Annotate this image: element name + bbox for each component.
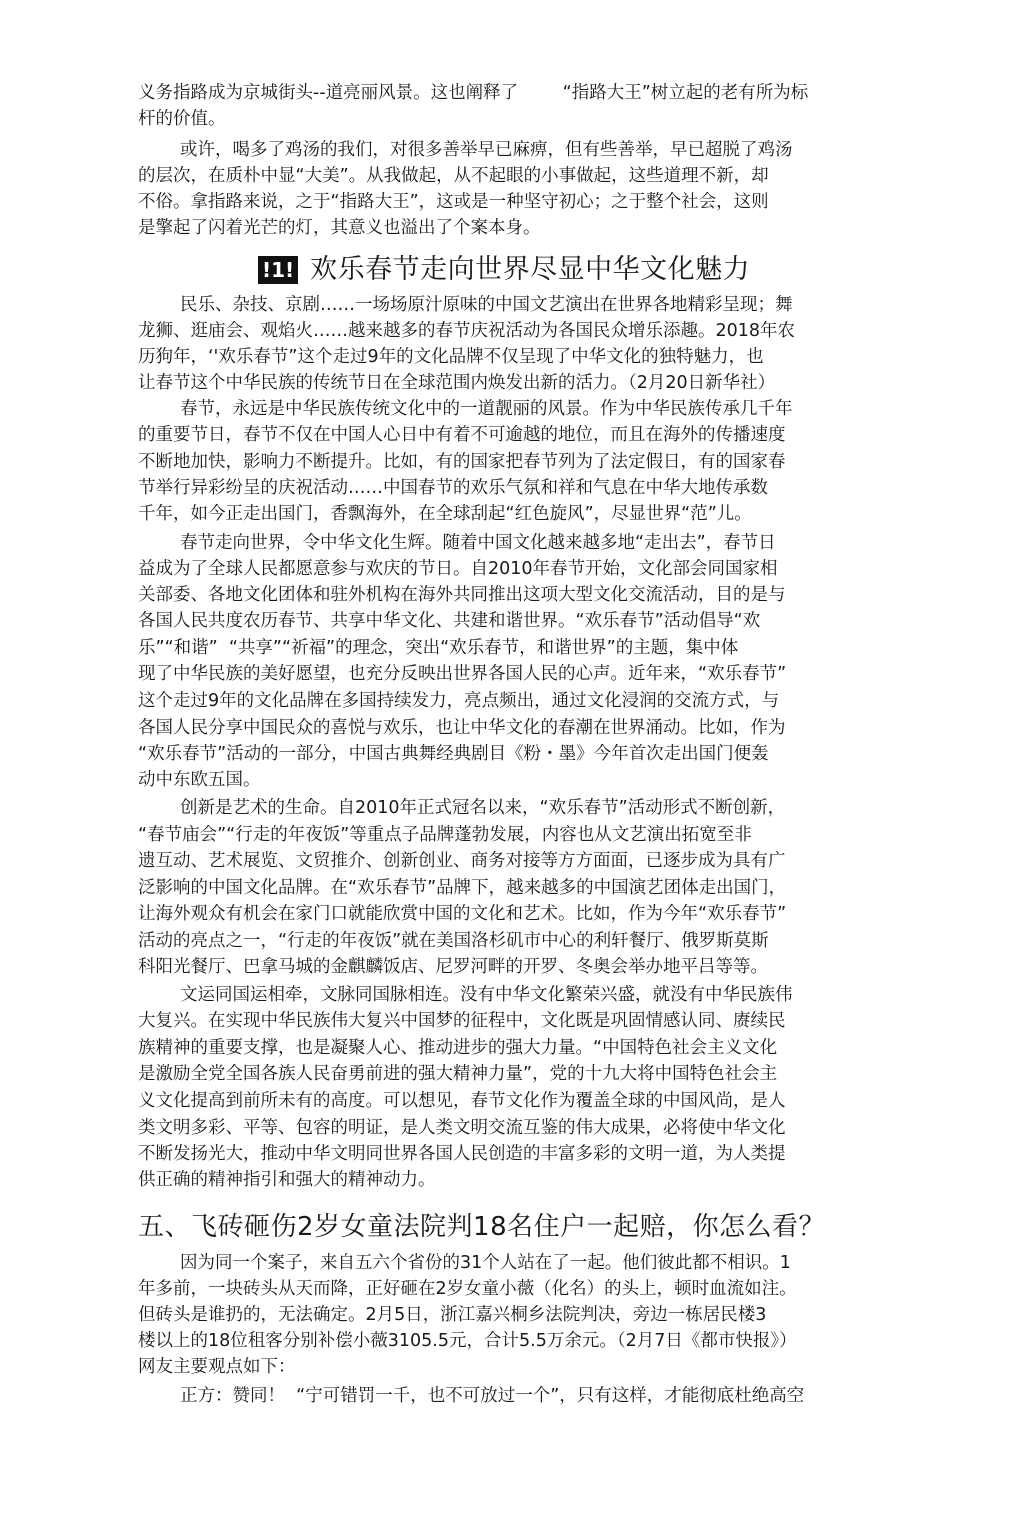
article-line: 活动的亮点之一，“行走的年夜饭”就在美国洛杉矶市中心的利轩餐厅、俄罗斯莫斯	[138, 931, 769, 951]
article-line: 遗互动、艺术展览、文贸推介、创新创业、商务对接等方方面面，已逐步成为具有广	[138, 851, 786, 871]
section-line: 但砖头是谁扔的，无法确定。2月5日，浙江嘉兴桐乡法院判决，旁边一栋居民楼3	[138, 1305, 767, 1325]
intro-line: 或许，喝多了鸡汤的我们，对很多善举早已麻痹，但有些善举，早已超脱了鸡汤	[180, 140, 793, 160]
article-line: 历狗年，‘'欢乐春节”这个走过9年的文化品牌不仅呈现了中华文化的独特魅力，也	[138, 347, 764, 367]
intro-line: 的层次，在质朴中显“大美”。从我做起，从不起眼的小事做起，这些道理不新，却	[138, 166, 769, 186]
article-line: 千年，如今正走出国门，香飘海外，在全球刮起“红色旋风”，尽显世界“范”儿。	[138, 504, 752, 524]
article-line: 让春节这个中华民族的传统节日在全球范围内焕发出新的活力。（2月20日新华社）	[138, 373, 776, 393]
article-line: 义文化提高到前所未有的高度。可以想见，春节文化作为覆盖全球的中国风尚，是人	[138, 1091, 786, 1111]
intro-line: 杆的价值。	[138, 109, 226, 129]
article-line: 关部委、各地文化团体和驻外机构在海外共同推出这项大型文化交流活动，目的是与	[138, 585, 786, 605]
section-line: 网友主要观点如下：	[138, 1357, 296, 1377]
article-line: 民乐、杂技、京剧……一场场原汁原味的中国文艺演出在世界各地精彩呈现；舞	[180, 295, 793, 315]
article-line: 族精神的重要支撑，也是凝聚人心、推动进步的强大力量。“中国特色社会主义文化	[138, 1038, 778, 1058]
article-line: 让海外观众有机会在家门口就能欣赏中国的文化和艺术。比如，作为今年“欢乐春节”	[138, 904, 787, 924]
section-line: 楼以上的18位租客分别补偿小薇3105.5元，合计5.5万余元。（2月7日《都市快报》）	[138, 1331, 797, 1351]
article-title: 欢乐春节走向世界尽显中华文化魅力	[310, 254, 751, 285]
article-line: 春节走向世界，令中华文化生辉。随着中国文化越来越多地“走出去”，春节日	[180, 533, 776, 553]
article-line: 春节，永远是中华民族传统文化中的一道靓丽的风景。作为中华民族传承几千年	[180, 399, 793, 419]
article-line: 这个走过9年的文化品牌在多国持续发力，亮点频出，通过文化浸润的交流方式，与	[138, 691, 780, 711]
section-line: 因为同一个案子，来自五六个省份的31个人站在了一起。他们彼此都不相识。1	[180, 1253, 791, 1273]
article-line: 动中东欧五国。	[138, 770, 261, 790]
intro-line: 不俗。拿指路来说，之于“指路大王”，这或是一种坚守初心；之于整个社会，这则	[138, 192, 769, 212]
article-line: 创新是艺术的生命。自2010年正式冠名以来，“欢乐春节”活动形式不断创新，	[180, 798, 786, 818]
article-number-badge: !1!	[258, 256, 298, 284]
article-line: 的重要节日，春节不仅在中国人心日中有着不可逾越的地位，而且在海外的传播速度	[138, 425, 786, 445]
article-line: “春节庙会”“行走的年夜饭”等重点子品牌蓬勃发展，内容也从文艺演出拓宽至非	[138, 825, 752, 845]
article-line: “欢乐春节”活动的一部分，中国古典舞经典剧目《粉・墨》今年首次走出国门便轰	[138, 744, 769, 764]
section-line: 年多前，一块砖头从天而降，正好砸在2岁女童小薇（化名）的头上，顿时血流如注。	[138, 1279, 797, 1299]
article-line: 类文明多彩、平等、包容的明证，是人类文明交流互鉴的伟大成果，必将使中华文化	[138, 1118, 786, 1138]
article-line: 泛影响的中国文化品牌。在“欢乐春节”品牌下，越来越多的中国演艺团体走出国门，	[138, 878, 787, 898]
intro-line: 是擎起了闪着光芒的灯，其意义也溢出了个案本身。	[138, 218, 541, 238]
article-line: 乐”“和谐” “共享”“祈福”的理念，突出“欢乐春节，和谐世界”的主题，集中体	[138, 638, 739, 658]
article-line: 不断发扬光大，推动中华文明同世界各国人民创造的丰富多彩的文明一道，为人类提	[138, 1144, 786, 1164]
article-line: 是激励全党全国各族人民奋勇前进的强大精神力量”，党的十九大将中国特色社会主	[138, 1064, 778, 1084]
article-line: 科阳光餐厅、巴拿马城的金麒麟饭店、尼罗河畔的开罗、冬奥会举办地平吕等等。	[138, 957, 768, 977]
section-title: 五、飞砖砸伤2岁女童法院判18名住户一起赔，你怎么看？	[138, 1212, 826, 1242]
article-line: 文运同国运相牵，文脉同国脉相连。没有中华文化繁荣兴盛，就没有中华民族伟	[180, 985, 793, 1005]
article-line: 供正确的精神指引和强大的精神动力。	[138, 1170, 436, 1190]
intro-line: 义务指路成为京城街头--道亮丽风景。这也阐释了 “指路大王”树立起的老有所为标	[138, 83, 809, 103]
article-line: 益成为了全球人民都愿意参与欢庆的节日。自2010年春节开始，文化部会同国家相	[138, 559, 778, 579]
article-line: 各国人民分享中国民众的喜悦与欢乐，也让中华文化的春潮在世界涌动。比如，作为	[138, 718, 786, 738]
article-line: 现了中华民族的美好愿望，也充分反映出世界各国人民的心声。近年来，“欢乐春节”	[138, 664, 787, 684]
article-heading	[258, 252, 750, 288]
article-line: 大复兴。在实现中华民族伟大复兴中国梦的征程中，文化既是巩固情感认同、赓续民	[138, 1011, 786, 1031]
article-line: 节举行异彩纷呈的庆祝活动……中国春节的欢乐气氛和祥和气息在中华大地传承数	[138, 478, 768, 498]
article-line: 龙狮、逛庙会、观焰火……越来越多的春节庆祝活动为各国民众增乐添趣。2018年农	[138, 321, 796, 341]
article-line: 不断地加快，影响力不断提升。比如，有的国家把春节列为了法定假日，有的国家春	[138, 452, 786, 472]
section-line: 正方：赞同！ “宁可错罚一千，也不可放过一个”，只有这样，才能彻底杜绝高空	[180, 1386, 805, 1406]
article-line: 各国人民共度农历春节、共享中华文化、共建和谐世界。“欢乐春节”活动倡导“欢	[138, 611, 761, 631]
